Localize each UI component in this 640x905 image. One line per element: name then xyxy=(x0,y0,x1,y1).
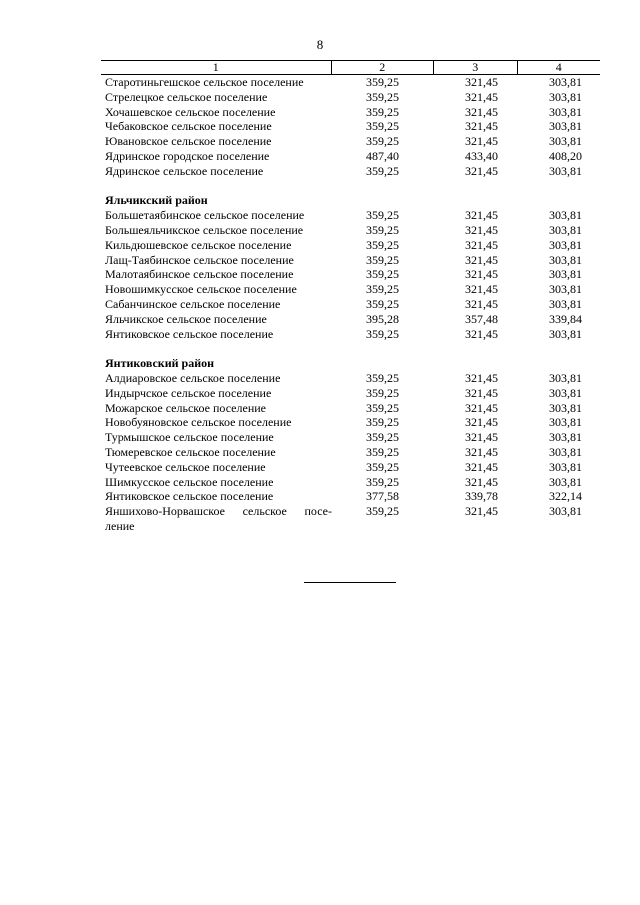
settlement-name: Яльчикское сельское поселение xyxy=(105,311,267,326)
value-col-4: 303,81 xyxy=(549,474,582,489)
table-row xyxy=(101,267,600,282)
value-col-4: 303,81 xyxy=(549,444,582,459)
settlement-name: Ядринское городское поселение xyxy=(105,148,270,163)
value-col-2: 359,25 xyxy=(366,119,399,134)
value-col-3: 357,48 xyxy=(465,311,498,326)
table-row xyxy=(101,386,600,401)
value-col-3: 321,45 xyxy=(465,104,498,119)
column-header-1: 1 xyxy=(212,60,219,74)
page-number: 8 xyxy=(316,37,324,52)
value-col-3: 321,45 xyxy=(465,400,498,415)
value-col-4: 303,81 xyxy=(549,459,582,474)
value-col-4: 303,81 xyxy=(549,104,582,119)
table-row xyxy=(101,460,600,475)
value-col-2: 359,25 xyxy=(366,134,399,149)
table-row xyxy=(101,238,600,253)
settlement-name: Алдиаровское сельское поселение xyxy=(105,370,281,385)
value-col-2: 359,25 xyxy=(366,282,399,297)
settlement-name: Новобуяновское сельское поселение xyxy=(105,415,292,430)
settlement-name: Старотиньгешское сельское поселение xyxy=(105,75,304,89)
value-col-3: 321,45 xyxy=(465,75,498,89)
table-row xyxy=(101,119,600,134)
value-col-3: 321,45 xyxy=(465,89,498,104)
value-col-2: 359,25 xyxy=(366,400,399,415)
value-col-2: 359,25 xyxy=(366,89,399,104)
value-col-3: 321,45 xyxy=(465,119,498,134)
value-col-2: 359,25 xyxy=(366,75,399,89)
value-col-2: 359,25 xyxy=(366,208,399,223)
settlement-name: Шимкусское сельское поселение xyxy=(105,474,274,489)
value-col-2: 359,25 xyxy=(366,326,399,341)
table-row xyxy=(101,430,600,445)
value-col-3: 321,45 xyxy=(465,504,498,519)
column-header-4: 4 xyxy=(517,61,601,74)
value-col-3: 321,45 xyxy=(465,415,498,430)
section-title: Янтиковский район xyxy=(105,356,215,371)
value-col-2: 359,25 xyxy=(366,385,399,400)
value-col-3: 321,45 xyxy=(465,326,498,341)
value-col-2: 359,25 xyxy=(366,444,399,459)
table-row xyxy=(101,149,600,164)
value-col-2: 359,25 xyxy=(366,296,399,311)
value-col-3: 321,45 xyxy=(465,474,498,489)
value-col-2: 487,40 xyxy=(366,148,399,163)
settlement-name: Стрелецкое сельское поселение xyxy=(105,89,268,104)
value-col-3: 321,45 xyxy=(465,282,498,297)
value-col-4: 303,81 xyxy=(549,282,582,297)
settlement-name xyxy=(101,504,332,534)
value-col-4: 303,81 xyxy=(549,326,582,341)
group-rows xyxy=(101,371,600,504)
settlement-name: Большеяльчикское сельское поселение xyxy=(105,222,304,237)
value-col-3: 433,40 xyxy=(465,148,498,163)
value-col-2: 359,25 xyxy=(366,104,399,119)
value-col-2: 359,25 xyxy=(366,252,399,267)
settlement-name: Кильдюшевское сельское поселение xyxy=(105,237,292,252)
value-col-4: 303,81 xyxy=(549,385,582,400)
value-col-3: 321,45 xyxy=(465,459,498,474)
value-col-4: 303,81 xyxy=(549,400,582,415)
column-header-2: 2 xyxy=(331,61,433,74)
settlement-name: Чутеевское сельское поселение xyxy=(105,459,266,474)
value-col-2: 359,25 xyxy=(366,504,399,519)
value-col-3: 321,45 xyxy=(465,134,498,149)
value-col-4: 303,81 xyxy=(549,415,582,430)
value-col-4: 303,81 xyxy=(549,119,582,134)
table-row xyxy=(101,223,600,238)
value-col-2: 359,25 xyxy=(366,222,399,237)
group-rows xyxy=(101,75,600,179)
value-col-2: 395,28 xyxy=(366,311,399,326)
group-rows xyxy=(101,208,600,341)
settlement-name: Большетаябинское сельское поселение xyxy=(105,208,305,223)
settlement-name: Лащ-Таябинское сельское поселение xyxy=(105,252,294,267)
table-row xyxy=(101,401,600,416)
value-col-3: 321,45 xyxy=(465,163,498,178)
value-col-4: 303,81 xyxy=(549,163,582,178)
value-col-4: 303,81 xyxy=(549,370,582,385)
value-col-2: 359,25 xyxy=(366,474,399,489)
table-row xyxy=(101,253,600,268)
column-header-3: 3 xyxy=(433,61,517,74)
section-spacer xyxy=(101,341,600,356)
table-row xyxy=(101,75,600,90)
table-row xyxy=(101,312,600,327)
value-col-4: 303,81 xyxy=(549,430,582,445)
value-col-2: 359,25 xyxy=(366,163,399,178)
value-col-4: 339,84 xyxy=(549,311,582,326)
table-header-row xyxy=(101,60,600,75)
section-title: Яльчикский район xyxy=(105,193,208,208)
table-row xyxy=(101,371,600,386)
value-col-4: 408,20 xyxy=(549,148,582,163)
value-col-3: 321,45 xyxy=(465,237,498,252)
value-col-4: 303,81 xyxy=(549,75,582,89)
value-col-3: 321,45 xyxy=(465,222,498,237)
value-col-2: 377,58 xyxy=(366,489,399,504)
settlement-name: Новошимкусское сельское поселение xyxy=(105,282,297,297)
settlement-name: Турмышское сельское поселение xyxy=(105,430,274,445)
value-col-3: 339,78 xyxy=(465,489,498,504)
value-col-2: 359,25 xyxy=(366,459,399,474)
value-col-3: 321,45 xyxy=(465,444,498,459)
value-col-3: 321,45 xyxy=(465,267,498,282)
value-col-3: 321,45 xyxy=(465,252,498,267)
value-col-4: 303,81 xyxy=(549,222,582,237)
value-col-4: 322,14 xyxy=(549,489,582,504)
table-row xyxy=(101,164,600,179)
value-col-3: 321,45 xyxy=(465,296,498,311)
table-row xyxy=(101,415,600,430)
table-row xyxy=(101,327,600,342)
value-col-3: 321,45 xyxy=(465,208,498,223)
settlement-name-line2: ление xyxy=(105,518,135,533)
settlement-name: Ювановское сельское поселение xyxy=(105,134,272,149)
settlement-name: Хочашевское сельское поселение xyxy=(105,104,276,119)
value-col-2: 359,25 xyxy=(366,370,399,385)
value-col-4: 303,81 xyxy=(549,296,582,311)
table-row xyxy=(101,297,600,312)
value-col-4: 303,81 xyxy=(549,252,582,267)
value-col-4: 303,81 xyxy=(549,504,582,519)
settlement-name: Чебаковское сельское поселение xyxy=(105,119,272,134)
table-row xyxy=(101,445,600,460)
settlement-name-line1: Яншихово-Норвашское сельское посе- xyxy=(105,504,332,519)
table-row xyxy=(101,475,600,490)
value-col-3: 321,45 xyxy=(465,430,498,445)
value-col-2: 359,25 xyxy=(366,267,399,282)
value-col-2: 359,25 xyxy=(366,237,399,252)
settlement-name: Тюмеревское сельское поселение xyxy=(105,444,276,459)
value-col-2: 359,25 xyxy=(366,415,399,430)
settlement-name: Индырчское сельское поселение xyxy=(105,385,272,400)
table-row xyxy=(101,208,600,223)
table-row xyxy=(101,489,600,504)
value-col-4: 303,81 xyxy=(549,208,582,223)
settlement-name: Янтиковское сельское поселение xyxy=(105,489,274,504)
settlement-name: Сабанчинское сельское поселение xyxy=(105,296,281,311)
table-row xyxy=(101,105,600,120)
table-row xyxy=(101,134,600,149)
table-row xyxy=(101,90,600,105)
settlement-name: Янтиковское сельское поселение xyxy=(105,326,274,341)
tariff-table xyxy=(101,60,600,534)
value-col-2: 359,25 xyxy=(366,430,399,445)
value-col-3: 321,45 xyxy=(465,385,498,400)
table-row xyxy=(101,504,600,534)
section-spacer xyxy=(101,179,600,194)
settlement-name: Ядринское сельское поселение xyxy=(105,163,264,178)
value-col-4: 303,81 xyxy=(549,267,582,282)
settlement-name: Малотаябинское сельское поселение xyxy=(105,267,294,282)
value-col-3: 321,45 xyxy=(465,370,498,385)
settlement-name: Можарское сельское поселение xyxy=(105,400,266,415)
value-col-4: 303,81 xyxy=(549,134,582,149)
value-col-4: 303,81 xyxy=(549,237,582,252)
value-col-4: 303,81 xyxy=(549,89,582,104)
table-row xyxy=(101,282,600,297)
end-divider-line xyxy=(304,582,396,583)
